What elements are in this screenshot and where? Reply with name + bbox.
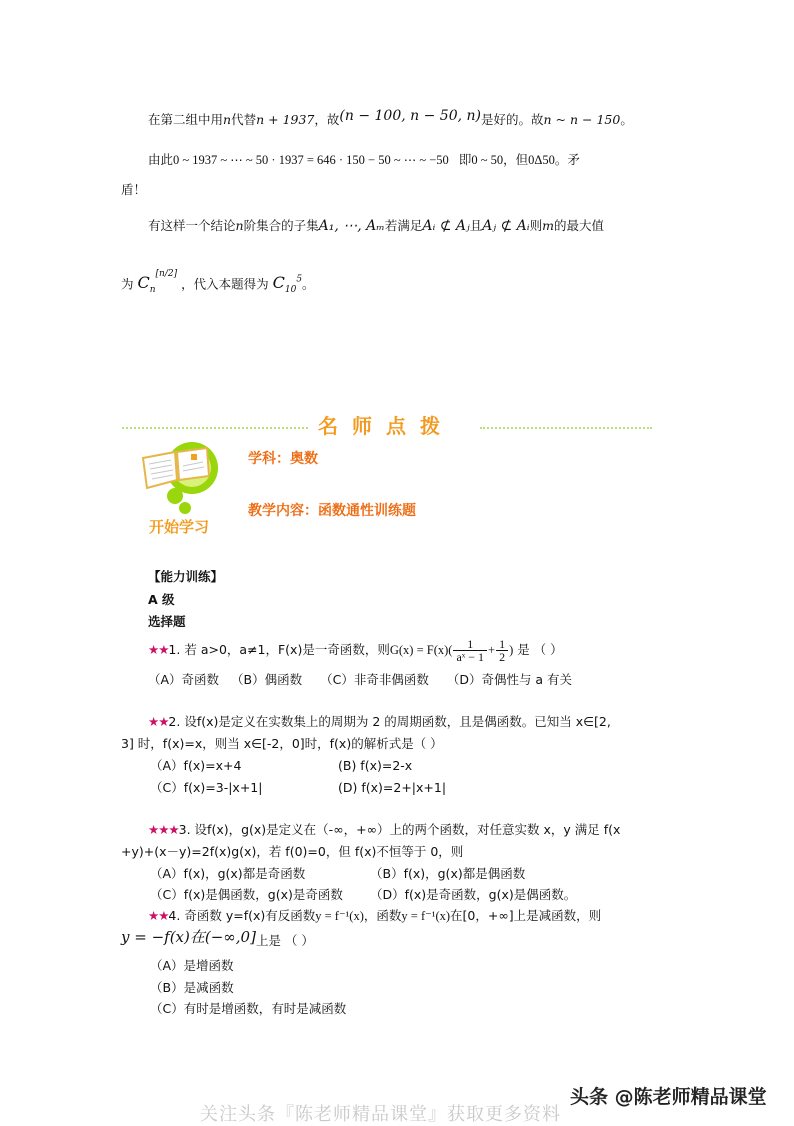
text: 有这样一个结论 — [148, 218, 236, 233]
option-b: (B) f(x)=2-x — [338, 758, 413, 773]
math-expr: n ~ n − 150 — [543, 112, 621, 127]
math-m: m — [542, 218, 554, 233]
text: 。矛 — [554, 152, 580, 167]
text: 且 — [469, 218, 483, 233]
text: 为 — [121, 276, 134, 292]
section-heading: 【能力训练】 — [148, 569, 224, 584]
math-comb-2 — [272, 273, 303, 296]
math-n: n — [223, 112, 232, 127]
question-text: 设f(x)是定义在实数集上的周期为 2 的周期函数，且是偶函数。已知当 x∈[2, — [184, 714, 611, 729]
text: 10 — [284, 285, 297, 296]
question-2-line-2: 3] 时，f(x)=x，则当 x∈[-2，0]时，f(x)的解析式是（ ） — [121, 736, 443, 751]
subject-label: 学科：奥数 — [248, 451, 318, 467]
question-text: 奇函数 y=f(x)有反函数 — [184, 908, 316, 923]
question-4-line-1 — [148, 908, 601, 924]
option-b: （B）偶函数 — [231, 672, 303, 687]
question-text: 在[0，+∞]上是减函数，则 — [450, 908, 602, 923]
text: ，故 — [314, 112, 340, 127]
math-cond: Aⱼ ⊄ Aᵢ — [482, 218, 530, 234]
math-expr: 0 ~ 1937 ~ ⋯ ~ 50 · 1937 = 646 · 150 − 50 ~ ⋯ ~ −50 — [173, 153, 449, 167]
math-tuple: (n − 100, n − 50, n) — [339, 108, 481, 124]
option-b: （B）是减函数 — [150, 980, 234, 995]
question-1-options — [148, 672, 572, 688]
math-expr: 0Δ50 — [528, 153, 555, 167]
question-number: 1. — [168, 642, 181, 657]
text: 。 — [302, 276, 315, 292]
difficulty-stars: ★★★ — [148, 822, 179, 837]
text: C — [272, 273, 285, 293]
option-a: （A）是增函数 — [150, 958, 234, 973]
option-c: （C）f(x)是偶函数，g(x)是奇函数 — [150, 887, 343, 902]
text: 在第二组中用 — [148, 112, 224, 127]
brand-label: 头条 @陈老师精品课堂 — [570, 1086, 767, 1108]
math-expr: y = f⁻¹(x) — [401, 909, 451, 923]
math-expr: n + 1937 — [256, 112, 315, 127]
question-4-line-2 — [121, 928, 314, 949]
start-learning-badge — [135, 440, 230, 538]
option-d: （D）f(x)是奇函数，g(x)是偶函数。 — [370, 887, 577, 902]
text: 由此 — [148, 152, 174, 167]
text: C — [137, 273, 150, 293]
text: [n/2] — [155, 269, 178, 279]
math-sets: A₁, ⋯, Aₘ — [318, 218, 385, 234]
question-number: 3. — [178, 822, 191, 837]
content-label: 教学内容：函数通性训练题 — [248, 503, 416, 519]
solution-line-2 — [148, 152, 580, 168]
math-cond: Aᵢ ⊄ Aⱼ — [422, 218, 470, 234]
text: 代替 — [231, 112, 257, 127]
section-title: 名师点拨 — [318, 414, 454, 438]
math-expr: ) — [509, 643, 514, 657]
text: 若满足 — [384, 218, 423, 233]
math-expr: y = f⁻¹(x) — [315, 909, 364, 923]
question-text: ，函数 — [363, 908, 402, 923]
math-expr: G(x) = F(x)( — [389, 643, 453, 657]
option-a: （A）f(x)，g(x)都是奇函数 — [150, 866, 306, 881]
math-expr: 0 ~ 50 — [471, 153, 504, 167]
text: 5 — [296, 275, 303, 285]
difficulty-stars: ★★ — [148, 714, 169, 729]
text: 则 — [529, 218, 543, 233]
question-3-line-2: +y)+(x－y)=2f(x)g(x)，若 f(0)=0，但 f(x)不恒等于 0，则 — [121, 844, 464, 859]
fraction — [453, 638, 487, 663]
numerator: 1 — [496, 638, 508, 651]
difficulty-stars: ★★ — [148, 908, 169, 923]
fraction — [496, 638, 508, 663]
question-text: 上是 （ ） — [255, 933, 314, 948]
question-type: 选择题 — [148, 614, 186, 629]
option-b: （B）f(x)，g(x)都是偶函数 — [370, 866, 526, 881]
option-c: （C）f(x)=3-|x+1| — [150, 780, 263, 795]
open-book-icon — [135, 440, 230, 520]
question-3-line-1 — [148, 822, 620, 838]
divider-left — [122, 427, 308, 429]
question-2-line-1 — [148, 714, 611, 730]
option-c: （C）非奇非偶函数 — [320, 672, 429, 687]
footer-watermark: 关注头条『陈老师精品课堂』获取更多资料 — [200, 1104, 561, 1125]
numerator: 1 — [453, 638, 487, 651]
text: n — [149, 285, 156, 296]
question-text: 若 a>0，a≠1，F(x)是一奇函数，则 — [184, 642, 390, 657]
option-d: （D）奇偶性与 a 有关 — [446, 672, 573, 687]
level-label: A 级 — [148, 592, 175, 607]
option-d: (D) f(x)=2+|x+1| — [338, 780, 447, 795]
math-n: n — [235, 218, 244, 233]
text: 是好的。故 — [480, 112, 544, 127]
option-a: （A）奇函数 — [148, 672, 220, 687]
question-text: 是 （ ） — [513, 642, 563, 657]
text: 即 — [458, 152, 472, 167]
badge-label: 开始学习 — [149, 518, 210, 536]
math-expr: y = −f(x)在(−∞,0] — [121, 928, 256, 946]
solution-line-1 — [148, 108, 633, 128]
text: ，但 — [503, 152, 529, 167]
denominator: 2 — [499, 650, 506, 664]
text: 阶集合的子集 — [243, 218, 319, 233]
solution-line-4 — [148, 218, 604, 234]
option-c: （C）有时是增函数，有时是减函数 — [150, 1001, 347, 1016]
option-a: （A）f(x)=x+4 — [150, 758, 242, 773]
solution-line-3: 盾！ — [121, 182, 147, 197]
question-number: 4. — [168, 908, 181, 923]
plus: + — [488, 643, 496, 657]
question-text: 设f(x)，g(x)是定义在（-∞，+∞）上的两个函数，对任意实数 x，y 满足 f(x — [194, 822, 621, 837]
difficulty-stars: ★★ — [148, 642, 169, 657]
question-1 — [148, 638, 563, 663]
divider-right — [480, 427, 652, 429]
text: ，代入本题得为 — [181, 276, 269, 292]
math-comb-1 — [137, 269, 178, 296]
question-number: 2. — [168, 714, 181, 729]
solution-line-5 — [121, 269, 315, 299]
denominator: aˣ − 1 — [456, 650, 484, 664]
text: 的最大值 — [553, 218, 604, 233]
text: 。 — [620, 112, 633, 127]
